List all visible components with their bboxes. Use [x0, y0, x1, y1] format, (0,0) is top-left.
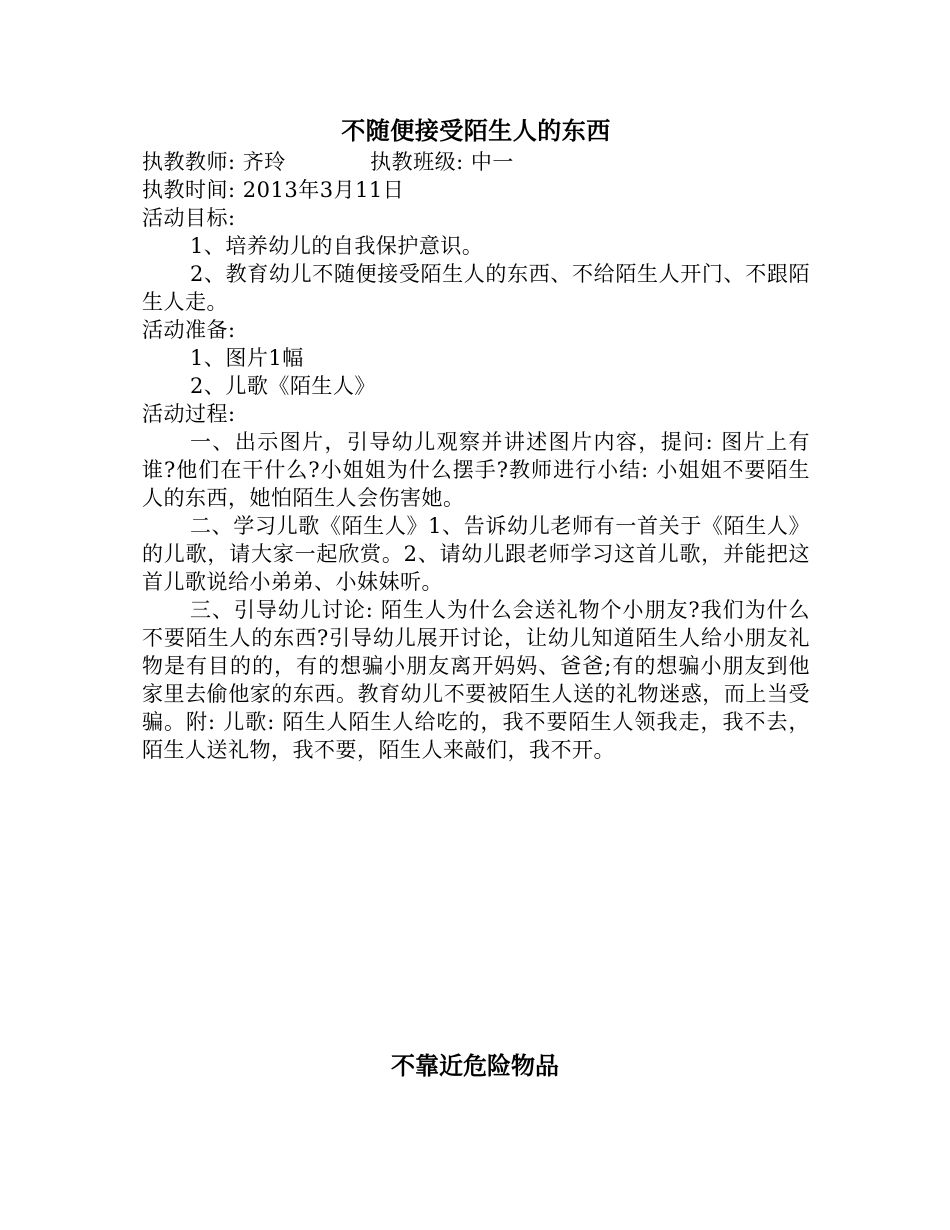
class-label: 执教班级: — [370, 150, 464, 174]
prep-item-1: 1、图片1幅 — [190, 346, 304, 370]
teacher-class-line — [142, 148, 810, 176]
lesson-title: 不随便接受陌生人的东西 — [341, 116, 611, 145]
class-name: 中一 — [470, 150, 514, 174]
lesson-title-2: 不靠近危险物品 — [391, 1051, 559, 1081]
time-line — [142, 176, 810, 204]
goal-item-1: 1、培养幼儿的自我保护意识。 — [190, 234, 484, 258]
lesson-plan-1 — [142, 116, 810, 764]
teacher-name: 齐玲 — [242, 150, 286, 174]
goals-heading: 活动目标: — [142, 206, 236, 230]
process-step-1: 一、出示图片，引导幼儿观察并讲述图片内容，提问: 图片上有谁?他们在干什么?小姐姐为什么摆手?教师进行小结: 小姐姐不要陌生人的东西，她怕陌生人会伤害她。 — [142, 430, 810, 510]
goal-item-2: 2、教育幼儿不随便接受陌生人的东西、不给陌生人开门、不跟陌生人走。 — [142, 262, 810, 314]
process-step-2: 二、学习儿歌《陌生人》1、告诉幼儿老师有一首关于《陌生人》的儿歌，请大家一起欣赏。2、请幼儿跟老师学习这首儿歌，并能把这首儿歌说给小弟弟、小妹妹听。 — [142, 514, 810, 594]
time-value: 2013年3月11日 — [242, 178, 405, 202]
teacher-label: 执教教师: — [142, 150, 236, 174]
prep-heading: 活动准备: — [142, 318, 236, 342]
prep-item-2: 2、儿歌《陌生人》 — [190, 374, 376, 398]
process-heading: 活动过程: — [142, 402, 236, 426]
time-label: 执教时间: — [142, 178, 236, 202]
process-step-3: 三、引导幼儿讨论: 陌生人为什么会送礼物个小朋友?我们为什么不要陌生人的东西?引导幼儿展开讨论，让幼儿知道陌生人给小朋友礼物是有目的的，有的想骗小朋友离开妈妈、爸爸;有的想骗小朋友到他家里去偷他家的东西。教育幼儿不要被陌生人送的礼物迷惑，而上当受骗。附: 儿歌: 陌生人陌生人给吃的，我不要陌生人领我走，我不去，陌生人送礼物，我不要，陌生人来敲们，我不开。 — [142, 598, 810, 762]
